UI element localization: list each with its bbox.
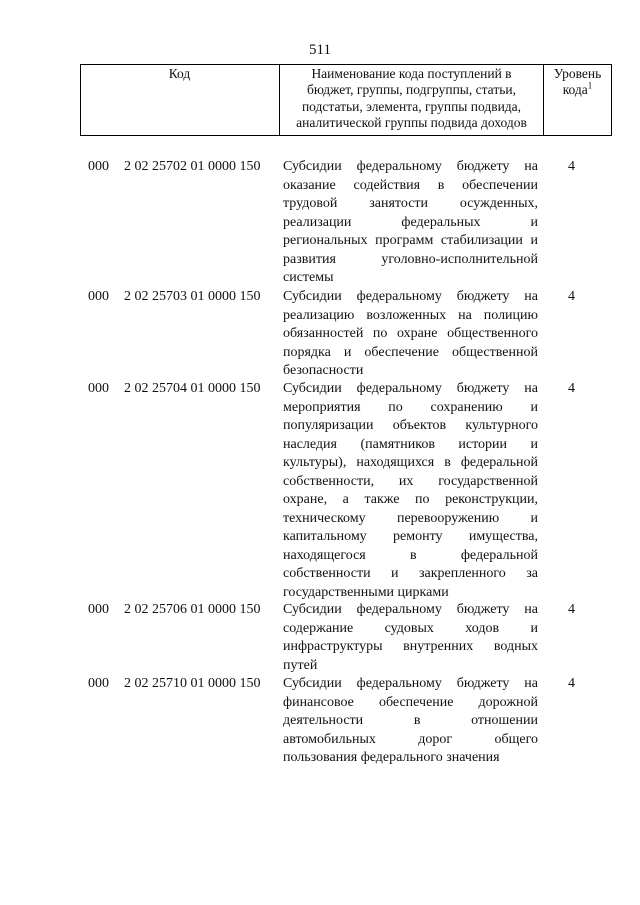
description-line: собственности и закрепленного за	[283, 566, 538, 581]
header-name-line: бюджет, группы, подгруппы, статьи,	[307, 82, 516, 98]
header-level-cell	[543, 65, 612, 135]
revenue-code: 2 02 25706 01 0000 150	[124, 602, 261, 617]
table-header	[80, 64, 612, 136]
description-line: финансовое обеспечение дорожной	[283, 694, 538, 710]
description-line: культуры), находящихся в федеральной	[283, 455, 538, 470]
header-name-line: подстатьи, элемента, группы подвида,	[301, 98, 522, 114]
revenue-code: 2 02 25710 01 0000 150	[124, 676, 261, 691]
admin-code: 000	[88, 602, 109, 617]
code-level: 4	[568, 289, 575, 304]
revenue-code: 2 02 25704 01 0000 150	[124, 381, 261, 396]
description-line: Субсидии федеральному бюджету на	[283, 381, 538, 396]
description-line: наследия (памятников истории и	[283, 436, 538, 452]
revenue-description	[283, 380, 538, 602]
revenue-code: 2 02 25702 01 0000 150	[124, 159, 261, 174]
code-level: 4	[568, 159, 575, 174]
admin-code: 000	[88, 289, 109, 304]
description-line: Субсидии федеральному бюджету на	[283, 159, 538, 174]
header-name-cell	[279, 65, 544, 135]
description-line: путей	[283, 657, 318, 673]
description-line: автомобильных дорог общего	[283, 731, 538, 747]
revenue-code: 2 02 25703 01 0000 150	[124, 289, 261, 304]
admin-code: 000	[88, 159, 109, 174]
description-line: Субсидии федеральному бюджету на	[283, 676, 538, 691]
description-line: развития уголовно-исполнительной	[283, 251, 538, 267]
admin-code: 000	[88, 676, 109, 691]
description-line: безопасности	[283, 363, 364, 378]
description-line: мероприятия по сохранению и	[283, 399, 538, 415]
description-line: системы	[283, 270, 334, 285]
footnote-marker: 1	[587, 80, 593, 91]
description-line: капитальному ремонту имущества,	[283, 529, 538, 544]
header-code-label: Код	[168, 66, 191, 81]
description-line: оказание содействия в обеспечении	[283, 177, 538, 193]
description-line: охране, а также по реконструкции,	[283, 492, 538, 507]
code-level: 4	[568, 381, 575, 396]
admin-code: 000	[88, 381, 109, 396]
description-line: региональных программ стабилизации и	[283, 233, 538, 248]
description-line: государственными цирками	[283, 584, 449, 600]
description-line: деятельности в отношении	[283, 713, 538, 728]
revenue-description	[283, 288, 538, 381]
description-line: реализацию возложенных на полицию	[283, 307, 538, 323]
description-line: трудовой занятости осужденных,	[283, 196, 538, 211]
description-line: собственности, их государственной	[283, 473, 538, 489]
description-line: находящегося в федеральной	[283, 547, 538, 563]
description-line: инфраструктуры внутренних водных	[283, 639, 538, 654]
description-line: содержание судовых ходов и	[283, 620, 538, 636]
header-level-line1: Уровень	[553, 66, 602, 81]
description-line: Субсидии федеральному бюджету на	[283, 602, 538, 617]
page-number: 511	[309, 42, 331, 58]
description-line: обязанностей по охране общественного	[283, 326, 538, 341]
description-line: техническому перевооружению и	[283, 510, 538, 526]
code-level: 4	[568, 676, 575, 691]
description-line: популяризации объектов культурного	[283, 418, 538, 433]
code-level: 4	[568, 602, 575, 617]
header-level-line2	[543, 82, 612, 98]
revenue-description	[283, 601, 538, 675]
description-line: Субсидии федеральному бюджету на	[283, 289, 538, 304]
revenue-description	[283, 158, 538, 288]
description-line: порядка и обеспечение общественной	[283, 344, 538, 360]
header-name-line: Наименование кода поступлений в	[311, 66, 512, 81]
description-line: пользования федерального значения	[283, 750, 500, 765]
header-name-line: аналитической группы подвида доходов	[296, 115, 527, 131]
description-line: реализации федеральных и	[283, 214, 538, 230]
header-code-cell	[81, 65, 278, 135]
header-level-label: кода	[562, 82, 588, 98]
revenue-description	[283, 675, 538, 768]
